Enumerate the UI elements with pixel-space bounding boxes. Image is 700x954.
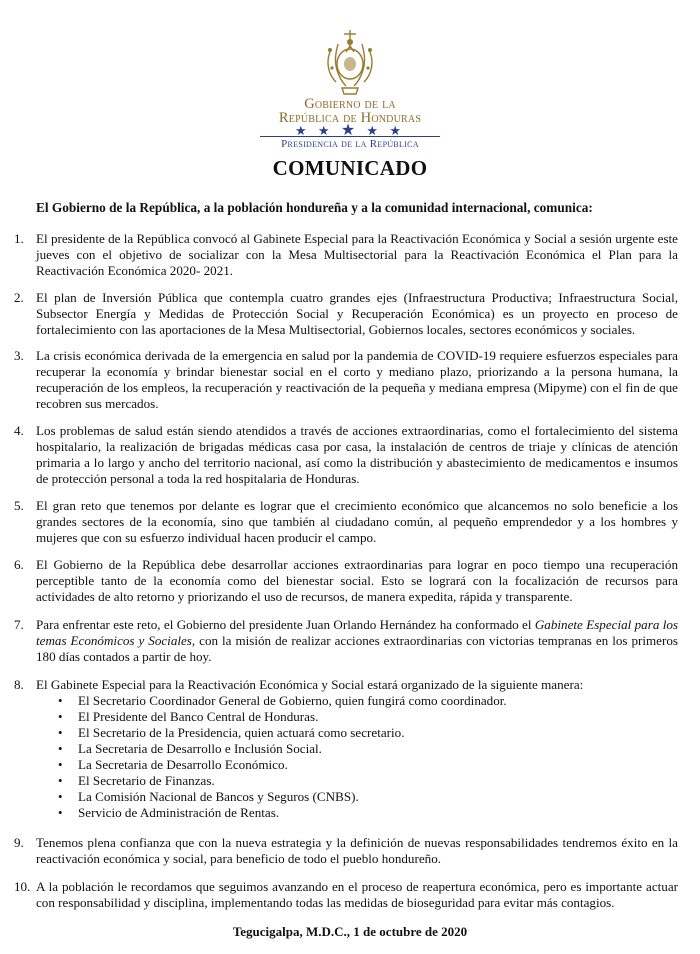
bullet-item: • La Secretaria de Desarrollo e Inclusión Social. — [58, 741, 678, 757]
item-number: 8. — [14, 677, 24, 692]
item-number: 1. — [14, 231, 24, 246]
item-number: 9. — [14, 835, 24, 850]
item-text: Los problemas de salud están siendo atendidos a través de acciones extraordinarias, como el fortalecimiento del sistema hospitalario, la realización de brigadas médicas casa por casa, la instalación de centros de triaje y clínicas de atención primaria a lo largo y ancho del territorio nacional, así como la distribución y abastecimiento de medicamentos e insumos de protección personal a toda la red hospitalaria de Honduras. — [36, 423, 678, 486]
item-text: El gran reto que tenemos por delante es lograr que el crecimiento económico que alcancemos no solo beneficie a los grandes sectores de la economía, sino que también al ciudadano común, al pequeño emprendedor y a los hombres y mujeres que con su esfuerzo individual hacen producir el campo. — [36, 498, 678, 545]
list-item — [14, 617, 678, 665]
honduras-coat-of-arms-emblem — [316, 22, 384, 96]
item-text-part: Para enfrentar este reto, el Gobierno del presidente Juan Orlando Hernández ha conformado el — [36, 617, 535, 632]
list-item — [14, 423, 678, 487]
item-number: 4. — [14, 423, 24, 438]
bullet-item: • Servicio de Administración de Rentas. — [58, 805, 678, 821]
presidency-label: Presidencia de la República — [260, 136, 440, 151]
item-text — [36, 617, 678, 665]
item-number: 5. — [14, 498, 24, 513]
item-text: A la población le recordamos que seguimos avanzando en el proceso de reapertura económica, pero es importante actuar con responsabilidad y disciplina, implementando todas las medidas de bioseguridad para evitar más contagios. — [36, 879, 678, 910]
item-text: El Gobierno de la República debe desarrollar acciones extraordinarias para lograr en poco tiempo una recuperación perceptible tanto de la economía como del bienestar social. Esto se logrará con la focalización de recursos para actividades de alto retorno y priorizando el uso de recursos, de manera expedita, rápida y transparente. — [36, 557, 678, 604]
list-item — [14, 498, 678, 546]
item-text: Tenemos plena confianza que con la nueva estrategia y la definición de nuevas responsabilidades tendremos éxito en la reactivación económica y social, para beneficio de todo el pueblo hondureño. — [36, 835, 678, 866]
stars-icon: ★ ★ ★ ★ ★ — [295, 122, 405, 139]
item-number: 2. — [14, 290, 24, 305]
item-text: El presidente de la República convocó al Gabinete Especial para la Reactivación Económica y Social a sesión urgente este jueves con el objetivo de socializar con la Mesa Multisectorial para la Reactivación Económica el Plan para la Reactivación Económica 2020- 2021. — [36, 231, 678, 278]
item-text: El Gabinete Especial para la Reactivación Económica y Social estará organizado de la siguiente manera: — [36, 677, 584, 692]
list-item — [14, 348, 678, 412]
bullet-item: • El Secretario Coordinador General de Gobierno, quien fungirá como coordinador. — [58, 693, 678, 709]
cabinet-name-italic: Gabinete Especial para los temas Económicos y Sociales, — [36, 617, 679, 648]
list-item — [14, 677, 678, 821]
page-title: COMUNICADO — [272, 156, 428, 180]
item-text: El plan de Inversión Pública que contempla cuatro grandes ejes (Infraestructura Productiva; Infraestructura Social, Subsector Energía y Medidas de Protección Social y Recuperación Económica) es un proyecto en proceso de fortalecimiento con las aportaciones de la Mesa Multisectorial, Gobiernos locales, sectores económicos y sociales. — [36, 290, 678, 337]
government-name-line1: Gobierno de la — [304, 96, 396, 112]
government-name-line2: República de Honduras — [278, 110, 422, 126]
bullet-item: • La Secretaria de Desarrollo Económico. — [58, 757, 678, 773]
cabinet-members-list — [58, 693, 678, 821]
list-item — [14, 835, 678, 867]
list-item — [14, 290, 678, 338]
item-number: 10. — [14, 879, 31, 894]
list-item — [14, 879, 678, 911]
bullet-item: • El Presidente del Banco Central de Honduras. — [58, 709, 678, 725]
place-and-date: Tegucigalpa, M.D.C., 1 de octubre de 2020 — [232, 924, 468, 939]
item-text-part: con la misión de realizar acciones extraordinarias con victorias tempranas en los primeros 180 días contados a partir de hoy. — [36, 633, 678, 664]
bullet-item: • La Comisión Nacional de Bancos y Seguros (CNBS). — [58, 789, 678, 805]
intro-statement: El Gobierno de la República, a la población hondureña y a la comunidad internacional, comunica: — [36, 200, 593, 215]
list-item — [14, 231, 678, 279]
list-item — [14, 557, 678, 605]
item-text: La crisis económica derivada de la emergencia en salud por la pandemia de COVID-19 requiere esfuerzos especiales para recuperar la economía y brindar bienestar social en el corto y mediano plazo, priorizando a la persona humana, la recuperación de los empleos, la recuperación y reactivación de la pequeña y mediana empresa (Mipyme) con el fin de que recobren sus mercados. — [36, 348, 678, 411]
item-number: 7. — [14, 617, 24, 632]
item-number: 6. — [14, 557, 24, 572]
bullet-item: • El Secretario de Finanzas. — [58, 773, 678, 789]
item-number: 3. — [14, 348, 24, 363]
bullet-item: • El Secretario de la Presidencia, quien actuará como secretario. — [58, 725, 678, 741]
